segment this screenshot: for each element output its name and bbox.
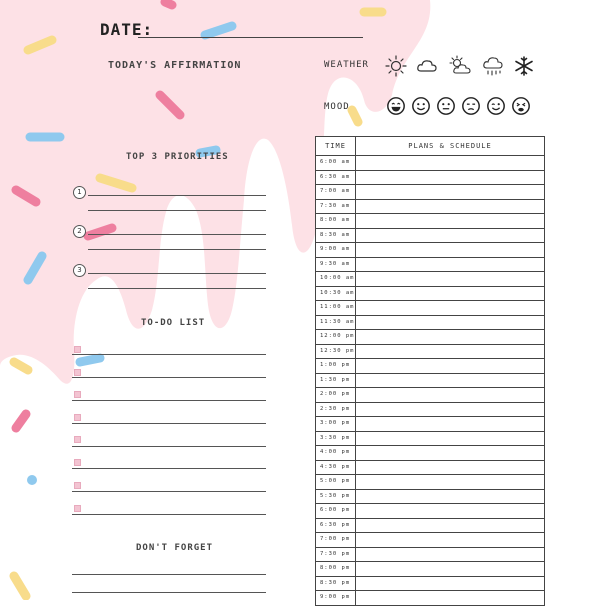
priority-line[interactable] [88, 195, 266, 196]
todo-line[interactable] [72, 468, 266, 469]
schedule-row [316, 272, 545, 287]
plan-cell[interactable] [356, 431, 545, 446]
time-slot-label: 8:30 pm [316, 576, 356, 591]
priority-number-2: 2 [73, 225, 86, 238]
schedule-row [316, 460, 545, 475]
todo-checkbox[interactable] [74, 505, 81, 512]
schedule-row [316, 489, 545, 504]
laughing-face-icon[interactable] [386, 96, 406, 116]
schedule-row [316, 591, 545, 606]
schedule-row [316, 562, 545, 577]
sprinkle-pink [16, 414, 26, 428]
schedule-row [316, 315, 545, 330]
schedule-row [316, 402, 545, 417]
schedule-row [316, 547, 545, 562]
date-label: DATE: [100, 20, 154, 39]
time-slot-label: 6:30 am [316, 170, 356, 185]
sprinkle-yellow [352, 110, 358, 122]
priority-line[interactable] [88, 234, 266, 235]
schedule-row [316, 243, 545, 258]
time-slot-label: 11:30 am [316, 315, 356, 330]
time-slot-label: 1:30 pm [316, 373, 356, 388]
tired-face-icon[interactable] [511, 96, 531, 116]
time-slot-label: 3:00 pm [316, 417, 356, 432]
schedule-row [316, 199, 545, 214]
time-slot-label: 6:00 am [316, 156, 356, 171]
plan-cell[interactable] [356, 460, 545, 475]
plan-cell[interactable] [356, 359, 545, 374]
affirmation-title: TODAY'S AFFIRMATION [108, 60, 242, 71]
plan-cell[interactable] [356, 547, 545, 562]
todo-line[interactable] [72, 423, 266, 424]
todo-line[interactable] [72, 491, 266, 492]
time-slot-label: 5:30 pm [316, 489, 356, 504]
plan-cell[interactable] [356, 301, 545, 316]
plan-cell[interactable] [356, 504, 545, 519]
plan-cell[interactable] [356, 576, 545, 591]
weather-label: WEATHER [324, 60, 369, 70]
plan-cell[interactable] [356, 156, 545, 171]
time-slot-label: 9:00 am [316, 243, 356, 258]
schedule-row [316, 330, 545, 345]
plan-cell[interactable] [356, 388, 545, 403]
time-slot-label: 8:30 am [316, 228, 356, 243]
priority-line[interactable] [88, 273, 266, 274]
schedule-row [316, 359, 545, 374]
mood-label: MOOD [324, 102, 350, 112]
cloudy-icon[interactable] [416, 55, 438, 77]
partly-cloudy-icon[interactable] [449, 55, 471, 77]
time-slot-label: 11:00 am [316, 301, 356, 316]
plan-cell[interactable] [356, 330, 545, 345]
time-slot-label: 2:30 pm [316, 402, 356, 417]
plan-cell[interactable] [356, 446, 545, 461]
todo-line[interactable] [72, 377, 266, 378]
schedule-row [316, 257, 545, 272]
todo-checkbox[interactable] [74, 414, 81, 421]
priority-line[interactable] [88, 249, 266, 250]
time-slot-label: 1:00 pm [316, 359, 356, 374]
time-column-header: TIME [316, 137, 356, 156]
priority-line[interactable] [88, 210, 266, 211]
todo-checkbox[interactable] [74, 482, 81, 489]
schedule-row [316, 301, 545, 316]
date-input-line[interactable] [138, 37, 363, 38]
time-slot-label: 6:30 pm [316, 518, 356, 533]
plan-cell[interactable] [356, 562, 545, 577]
neutral-face-icon[interactable] [436, 96, 456, 116]
time-slot-label: 7:30 pm [316, 547, 356, 562]
schedule-row [316, 344, 545, 359]
plan-cell[interactable] [356, 214, 545, 229]
todo-checkbox[interactable] [74, 346, 81, 353]
priority-line[interactable] [88, 288, 266, 289]
todo-line[interactable] [72, 354, 266, 355]
sprinkle-dot [27, 475, 37, 485]
todo-checkbox[interactable] [74, 369, 81, 376]
schedule-body [316, 156, 545, 606]
schedule-row [316, 286, 545, 301]
time-slot-label: 2:00 pm [316, 388, 356, 403]
plan-cell[interactable] [356, 475, 545, 490]
todo-line[interactable] [72, 400, 266, 401]
time-slot-label: 5:00 pm [316, 475, 356, 490]
plan-cell[interactable] [356, 315, 545, 330]
schedule-row [316, 156, 545, 171]
schedule-header-row [316, 137, 545, 156]
plan-cell[interactable] [356, 417, 545, 432]
dont-forget-title: DON'T FORGET [136, 543, 214, 553]
plan-cell[interactable] [356, 185, 545, 200]
time-slot-label: 3:30 pm [316, 431, 356, 446]
sun-icon[interactable] [385, 55, 407, 77]
plan-cell[interactable] [356, 373, 545, 388]
time-slot-label: 8:00 am [316, 214, 356, 229]
todo-checkbox[interactable] [74, 391, 81, 398]
plan-cell[interactable] [356, 243, 545, 258]
todo-title: TO-DO LIST [141, 318, 206, 328]
snowflake-icon[interactable] [513, 55, 535, 77]
time-slot-label: 10:30 am [316, 286, 356, 301]
todo-line[interactable] [72, 446, 266, 447]
time-slot-label: 7:00 am [316, 185, 356, 200]
sprinkle-blue [80, 358, 100, 362]
plan-cell[interactable] [356, 286, 545, 301]
time-slot-label: 9:00 pm [316, 591, 356, 606]
schedule-row [316, 475, 545, 490]
priorities-title: TOP 3 PRIORITIES [126, 152, 229, 162]
todo-line[interactable] [72, 514, 266, 515]
schedule-row [316, 446, 545, 461]
time-slot-label: 7:30 am [316, 199, 356, 214]
time-slot-label: 12:30 pm [316, 344, 356, 359]
plan-cell[interactable] [356, 402, 545, 417]
schedule-row [316, 431, 545, 446]
plan-cell[interactable] [356, 228, 545, 243]
time-slot-label: 10:00 am [316, 272, 356, 287]
schedule-row [316, 417, 545, 432]
plan-cell[interactable] [356, 591, 545, 606]
plan-cell[interactable] [356, 489, 545, 504]
sprinkle-pink [165, 2, 172, 5]
time-slot-label: 7:00 pm [316, 533, 356, 548]
dont-forget-line[interactable] [72, 592, 266, 593]
winking-face-icon[interactable] [486, 96, 506, 116]
plan-cell[interactable] [356, 533, 545, 548]
schedule-row [316, 185, 545, 200]
plan-cell[interactable] [356, 199, 545, 214]
todo-checkbox[interactable] [74, 459, 81, 466]
todo-checkbox[interactable] [74, 436, 81, 443]
priority-number-3: 3 [73, 264, 86, 277]
schedule-row [316, 214, 545, 229]
dont-forget-line[interactable] [72, 574, 266, 575]
plan-cell[interactable] [356, 170, 545, 185]
plan-cell[interactable] [356, 272, 545, 287]
sprinkle-yellow [14, 362, 28, 370]
time-slot-label: 8:00 pm [316, 562, 356, 577]
schedule-row [316, 373, 545, 388]
unamused-face-icon[interactable] [461, 96, 481, 116]
smiling-face-icon[interactable] [411, 96, 431, 116]
priority-number-1: 1 [73, 186, 86, 199]
schedule-row [316, 576, 545, 591]
schedule-row [316, 518, 545, 533]
schedule-row [316, 504, 545, 519]
plan-cell[interactable] [356, 257, 545, 272]
schedule-table [315, 136, 545, 606]
plans-column-header: PLANS & SCHEDULE [356, 137, 545, 156]
time-slot-label: 9:30 am [316, 257, 356, 272]
schedule-row [316, 170, 545, 185]
plan-cell[interactable] [356, 344, 545, 359]
time-slot-label: 12:00 pm [316, 330, 356, 345]
schedule-row [316, 533, 545, 548]
plan-cell[interactable] [356, 518, 545, 533]
schedule-row [316, 388, 545, 403]
time-slot-label: 4:00 pm [316, 446, 356, 461]
sprinkle-yellow [14, 576, 26, 596]
time-slot-label: 4:30 pm [316, 460, 356, 475]
rain-icon[interactable] [482, 55, 504, 77]
time-slot-label: 6:00 pm [316, 504, 356, 519]
schedule-row [316, 228, 545, 243]
